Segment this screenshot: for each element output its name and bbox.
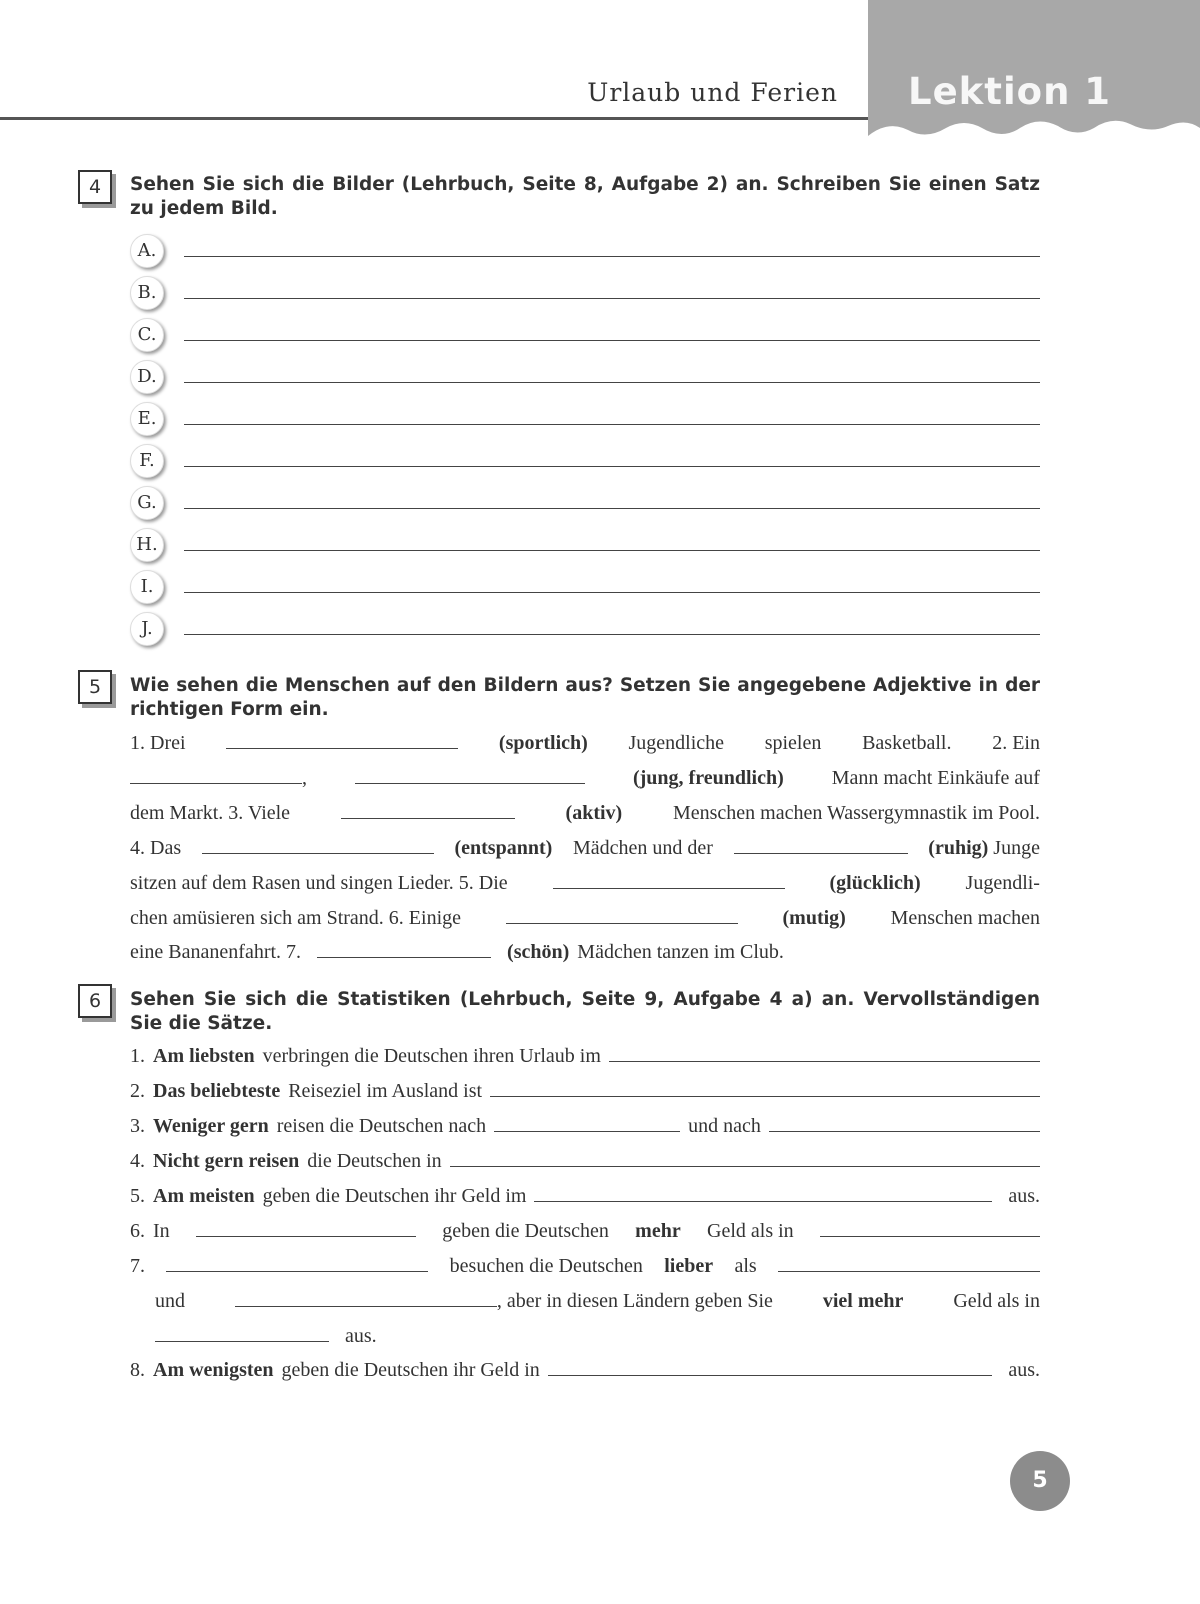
answer-row[interactable] xyxy=(130,444,1040,484)
picture-label: J. xyxy=(130,612,164,646)
fill-blank[interactable] xyxy=(769,1113,1040,1132)
fill-blank[interactable] xyxy=(202,835,434,854)
fill-blank[interactable] xyxy=(609,1043,1040,1062)
lesson-tab xyxy=(868,0,1200,152)
picture-label: E. xyxy=(130,402,164,436)
fill-blank[interactable] xyxy=(226,730,458,749)
sentence-4: 4. Nicht gern reisen die Deutschen in xyxy=(130,1146,1040,1176)
exercise-instruction: Wie sehen die Menschen auf den Bildern aus? Setzen Sie angegebene Adjektive in der richtigen Form ein. xyxy=(130,675,1040,720)
fill-blank[interactable] xyxy=(490,1078,1040,1097)
header-rule xyxy=(0,117,868,120)
picture-label: D. xyxy=(130,360,164,394)
fill-blank[interactable] xyxy=(506,905,738,924)
answer-line[interactable] xyxy=(184,298,1040,299)
fill-blank[interactable] xyxy=(317,939,491,958)
sentence-7: 7. besuchen die Deutschen lieber als xyxy=(130,1251,1040,1281)
fill-blank[interactable] xyxy=(341,800,515,819)
lesson-label: Lektion 1 xyxy=(908,70,1112,113)
exercise-instruction: Sehen Sie sich die Statistiken (Lehrbuch, Seite 9, Aufgabe 4 a) an. Vervollständigen Sie die Sätze. xyxy=(130,989,1040,1034)
sentence-6: 6. In geben die Deutschen mehr Geld als in xyxy=(130,1216,1040,1246)
fill-blank[interactable] xyxy=(450,1148,1040,1167)
sentence-7-end: aus. xyxy=(155,1321,1040,1351)
fill-blank[interactable] xyxy=(494,1113,680,1132)
answer-row[interactable] xyxy=(130,360,1040,400)
picture-label: C. xyxy=(130,318,164,352)
sentence-8: 8. Am wenigsten geben die Deutschen ihr Geld in aus. xyxy=(130,1359,1040,1381)
sentence-3: 3. Weniger gern reisen die Deutschen nach und nach xyxy=(130,1111,1040,1141)
answer-line[interactable] xyxy=(184,508,1040,509)
chapter-title: Urlaub und Ferien xyxy=(587,78,838,107)
answer-line[interactable] xyxy=(184,382,1040,383)
exercise-number: 6 xyxy=(78,984,112,1018)
fill-blank[interactable] xyxy=(235,1288,497,1307)
exercise-number: 4 xyxy=(78,170,112,204)
text-line: dem Markt. 3. Viele (aktiv) Menschen machen Wassergymnastik im Pool. xyxy=(130,802,1040,824)
answer-line[interactable] xyxy=(184,550,1040,551)
answer-line[interactable] xyxy=(184,466,1040,467)
fill-blank[interactable] xyxy=(553,870,785,889)
text-line: , (jung, freundlich) Mann macht Einkäufe auf xyxy=(130,763,1040,793)
answer-line[interactable] xyxy=(184,256,1040,257)
answer-line[interactable] xyxy=(184,424,1040,425)
fill-blank[interactable] xyxy=(166,1253,428,1272)
answer-row[interactable] xyxy=(130,612,1040,652)
fill-blank[interactable] xyxy=(548,1357,993,1376)
fill-blank[interactable] xyxy=(355,765,585,784)
answer-line[interactable] xyxy=(184,592,1040,593)
sentence-5: 5. Am meisten geben die Deutschen ihr Geld im aus. xyxy=(130,1185,1040,1207)
answer-row[interactable] xyxy=(130,486,1040,526)
picture-label: A. xyxy=(130,234,164,268)
fill-blank[interactable] xyxy=(155,1323,329,1342)
answer-row[interactable] xyxy=(130,570,1040,610)
answer-line[interactable] xyxy=(184,340,1040,341)
fill-blank[interactable] xyxy=(130,765,302,784)
fill-blank[interactable] xyxy=(534,1183,992,1202)
text-line: eine Bananenfahrt. 7. (schön) Mädchen tanzen im Club. xyxy=(130,941,784,963)
picture-label: I. xyxy=(130,570,164,604)
sentence-7-cont: und , aber in diesen Ländern geben Sie viel mehr Geld als in xyxy=(155,1290,1040,1312)
answer-row[interactable] xyxy=(130,318,1040,358)
sentence-2: 2. Das beliebteste Reiseziel im Ausland ist xyxy=(130,1076,1040,1106)
picture-label: F. xyxy=(130,444,164,478)
page-number: 5 xyxy=(1010,1451,1070,1511)
picture-label: G. xyxy=(130,486,164,520)
text-line: chen amüsieren sich am Strand. 6. Einige (mutig) Menschen machen xyxy=(130,907,1040,929)
text-line: 1. Drei (sportlich) Jugendliche spielen Basketball. 2. Ein xyxy=(130,732,1040,754)
fill-blank[interactable] xyxy=(778,1253,1040,1272)
picture-label: H. xyxy=(130,528,164,562)
answer-row[interactable] xyxy=(130,276,1040,316)
answer-line[interactable] xyxy=(184,634,1040,635)
answer-row[interactable] xyxy=(130,402,1040,442)
fill-blank[interactable] xyxy=(734,835,908,854)
exercise-number: 5 xyxy=(78,670,112,704)
text-line: 4. Das (entspannt) Mädchen und der (ruhig) Junge xyxy=(130,837,1040,859)
exercise-instruction: Sehen Sie sich die Bilder (Lehrbuch, Seite 8, Aufgabe 2) an. Schreiben Sie einen Satz zu jedem Bild. xyxy=(130,174,1040,219)
answer-row[interactable] xyxy=(130,528,1040,568)
text-line: sitzen auf dem Rasen und singen Lieder. 5. Die (glücklich) Jugendli- xyxy=(130,872,1040,894)
answer-row[interactable] xyxy=(130,234,1040,274)
sentence-1: 1. Am liebsten verbringen die Deutschen ihren Urlaub im xyxy=(130,1041,1040,1071)
picture-label: B. xyxy=(130,276,164,310)
fill-blank[interactable] xyxy=(196,1218,416,1237)
fill-blank[interactable] xyxy=(820,1218,1040,1237)
